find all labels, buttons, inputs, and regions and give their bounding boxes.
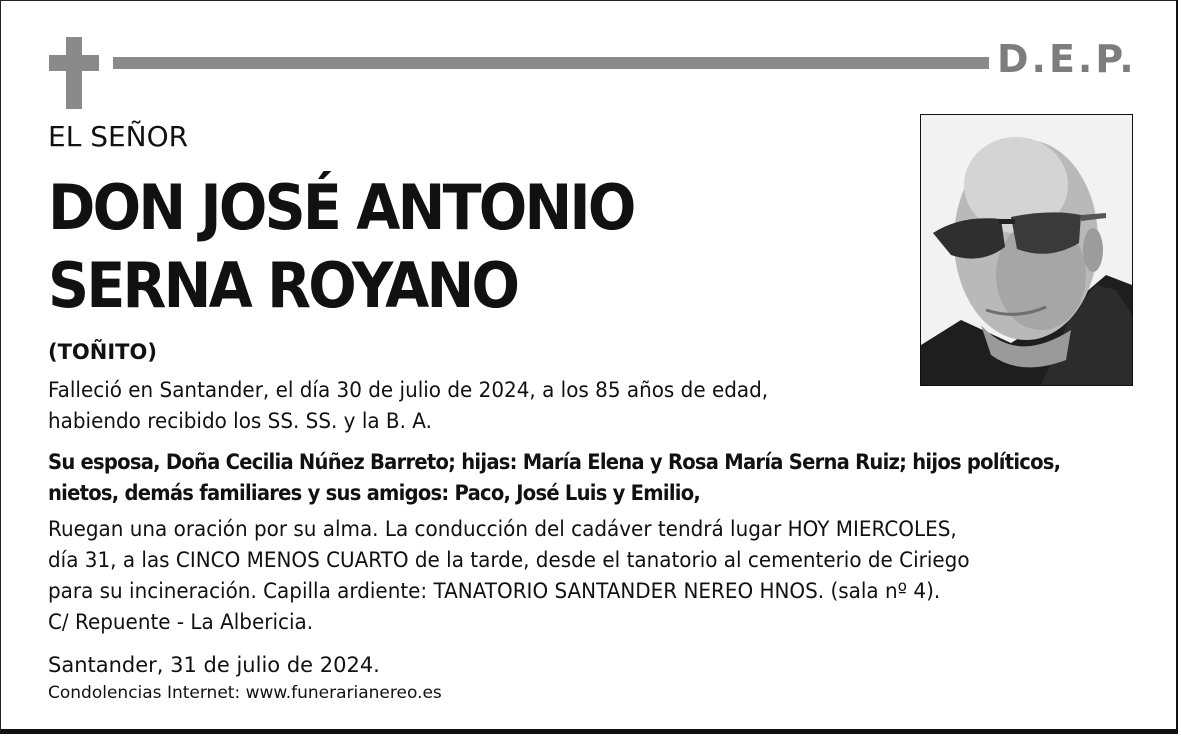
text-line: habiendo recibido los SS. SS. y la B. A. [48, 409, 432, 433]
intro-label: EL SEÑOR [48, 120, 189, 153]
death-details [48, 375, 768, 437]
dep-label: D.E.P. [997, 37, 1137, 81]
family-list [48, 447, 1060, 509]
text-line: Su esposa, Doña Cecilia Núñez Barreto; hijas: María Elena y Rosa María Serna Ruiz; hijos políticos, [48, 450, 1061, 474]
text-line: nietos, demás familiares y sus amigos: Paco, José Luis y Emilio, [48, 481, 701, 505]
condolences-info: Condolencias Internet: www.funerarianereo.es [48, 683, 442, 703]
portrait-illustration [921, 115, 1132, 385]
name-line: DON JOSÉ ANTONIO [48, 171, 634, 244]
text-line: C/ Repuente - La Albericia. [48, 610, 314, 634]
text-line: Ruegan una oración por su alma. La conducción del cadáver tendrá lugar HOY MIERCOLES, [48, 517, 957, 541]
deceased-name [48, 169, 634, 325]
cross-icon [66, 37, 82, 109]
nickname: (TOÑITO) [48, 340, 157, 364]
place-date: Santander, 31 de julio de 2024. [48, 653, 380, 677]
cross-icon-bar [49, 55, 99, 71]
text-line: para su incineración. Capilla ardiente: TANATORIO SANTANDER NEREO HNOS. (sala nº 4). [48, 579, 941, 603]
header-rule [113, 57, 989, 69]
service-details [48, 514, 970, 638]
text-line: día 31, a las CINCO MENOS CUARTO de la tarde, desde el tanatorio al cementerio de Ciriego [48, 548, 970, 572]
name-line: SERNA ROYANO [48, 249, 518, 322]
text-line: Falleció en Santander, el día 30 de julio de 2024, a los 85 años de edad, [48, 378, 769, 402]
portrait-photo [920, 114, 1133, 386]
